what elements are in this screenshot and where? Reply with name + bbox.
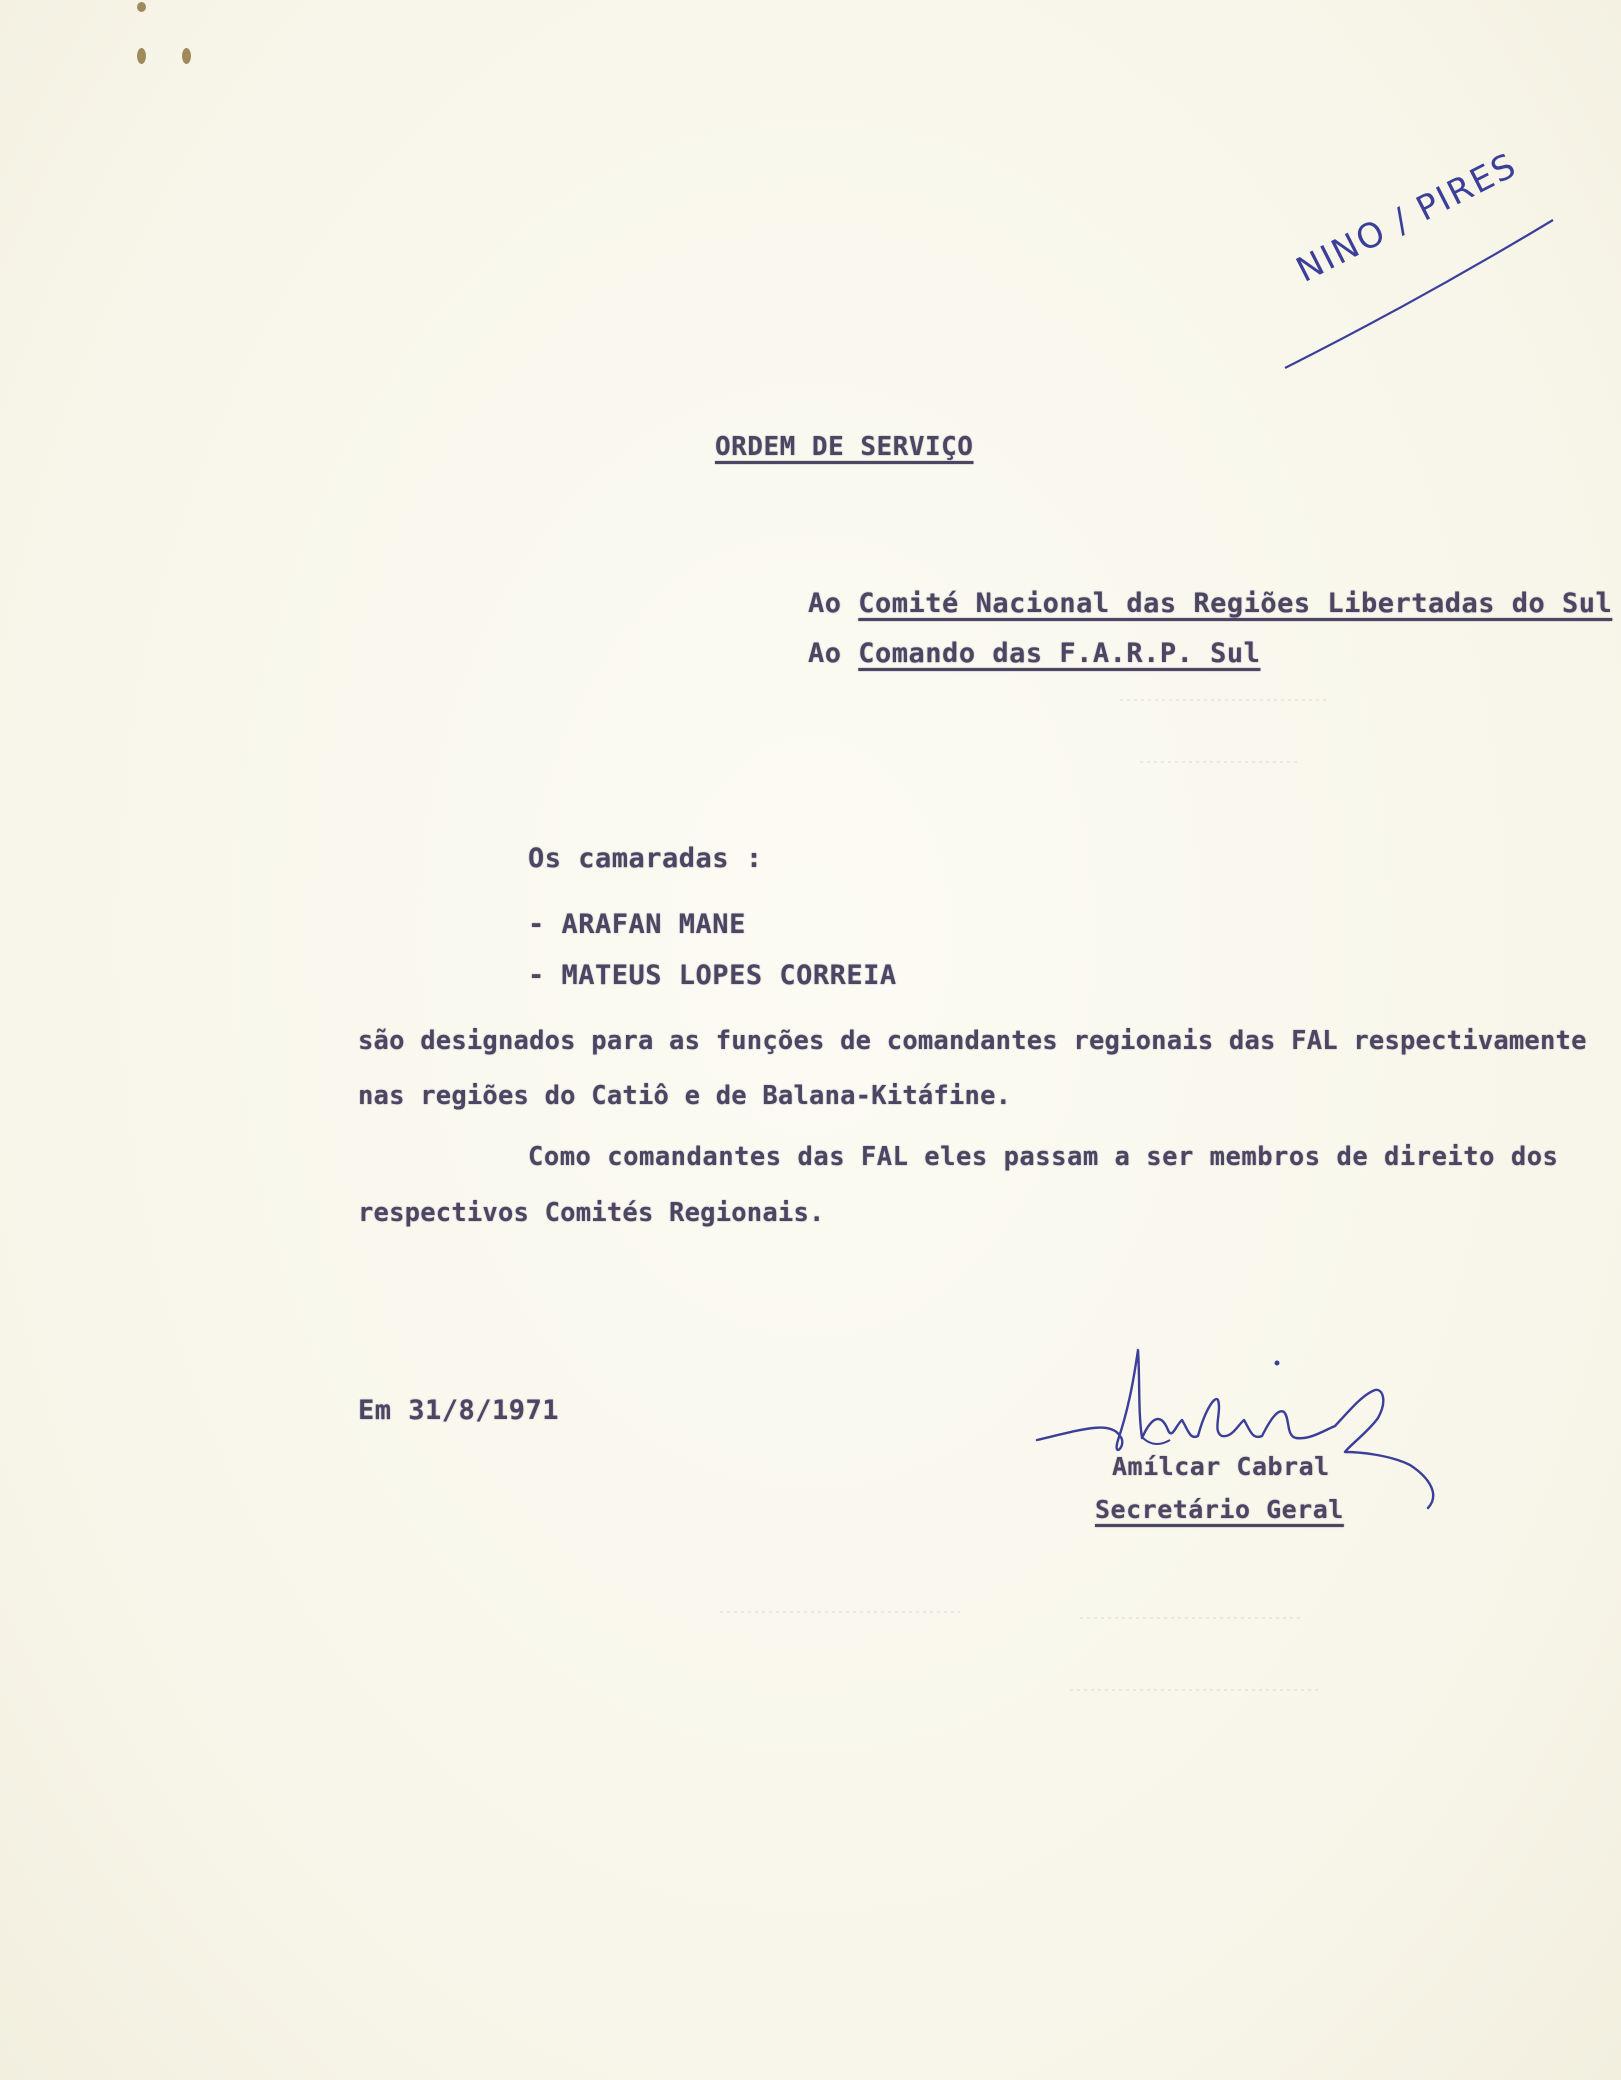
intro-line: Os camaradas : (528, 843, 763, 874)
addressee-prefix-2: Ao (808, 638, 842, 669)
paragraph-2-line-2: respectivos Comités Regionais. (358, 1198, 825, 1228)
addressee-prefix-1: Ao (808, 588, 842, 619)
paragraph-2-line-1: Como comandantes das FAL eles passam a ser membros de direito dos (528, 1142, 1559, 1172)
comrade-1: - ARAFAN MANE (528, 909, 746, 940)
paragraph-1-line-1: são designados para as funções de comandantes regionais das FAL respectivamente (358, 1026, 1587, 1056)
document-date: Em 31/8/1971 (358, 1395, 560, 1426)
paragraph-1-line-2: nas regiões do Catiô e de Balana-Kitáfine. (358, 1081, 1012, 1111)
document-title: ORDEM DE SERVIÇO (715, 432, 974, 462)
margin-note-text: NINO / PIRES (1290, 145, 1524, 291)
addressee-name-2: Comando das F.A.R.P. Sul (858, 638, 1261, 669)
comrade-2: - MATEUS LOPES CORREIA (528, 960, 897, 991)
signatory-title: Secretário Geral (1095, 1495, 1344, 1524)
addressee-name-1: Comité Nacional das Regiões Libertadas do Sul (858, 588, 1613, 619)
signatory-name: Amílcar Cabral (1112, 1452, 1330, 1481)
